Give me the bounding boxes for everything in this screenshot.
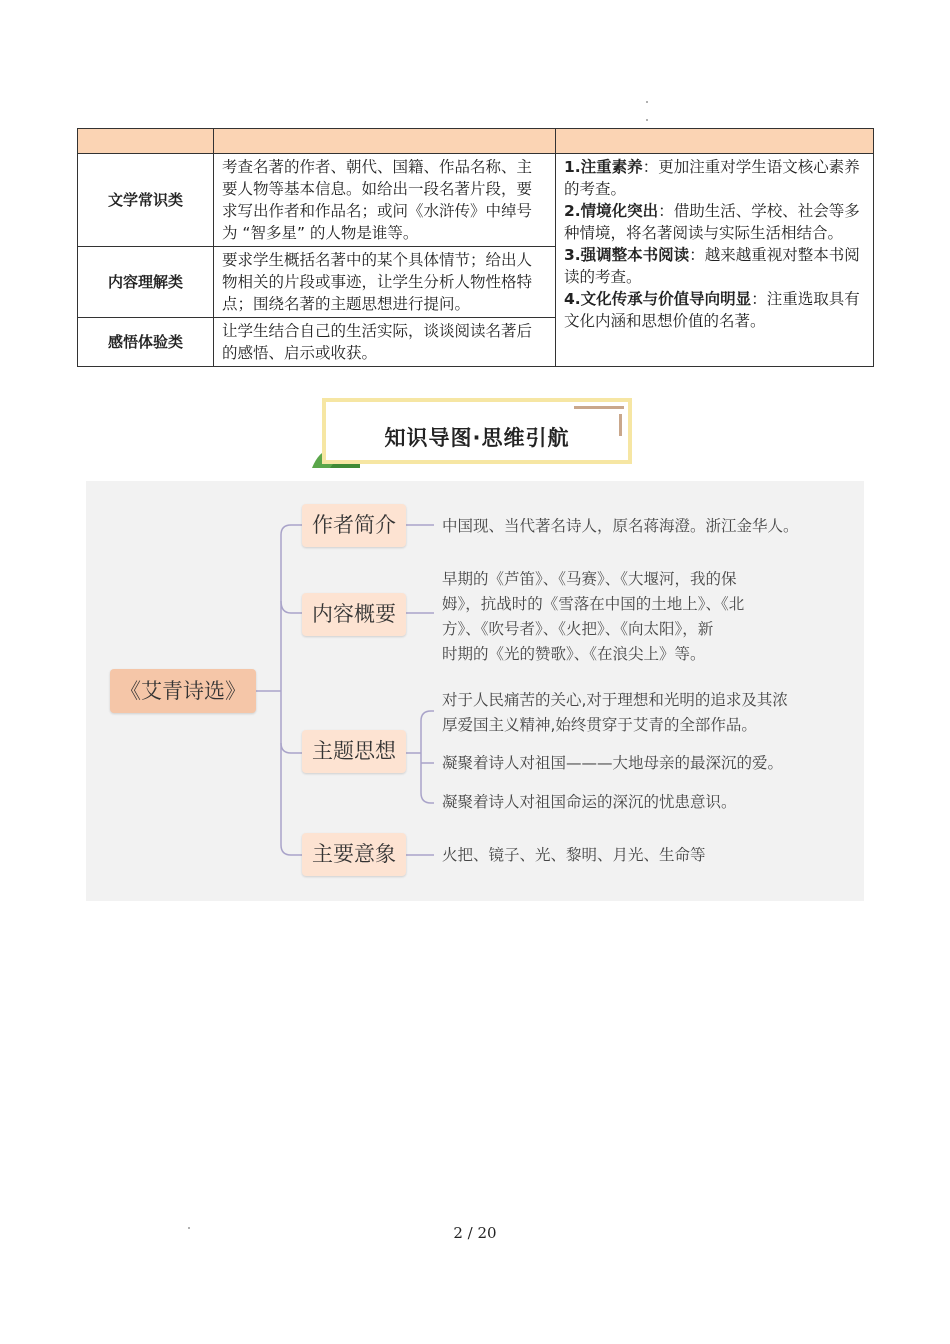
trend-item: 4.文化传承与价值导向明显：注重选取具有文化内涵和思想价值的名著。 xyxy=(564,290,860,330)
category-cell: 内容理解类 xyxy=(78,247,214,318)
leaf-text: 中国现、当代著名诗人，原名蒋海澄。浙江金华人。 xyxy=(442,517,799,535)
banner-decoration xyxy=(574,406,624,409)
category-cell: 文学常识类 xyxy=(78,154,214,247)
mind-map-root: 《艾青诗选》 xyxy=(110,669,256,713)
decorative-dot xyxy=(646,101,648,103)
description-cell: 考查名著的作者、朝代、国籍、作品名称、主要人物等基本信息。如给出一段名著片段，要求写出作者和作品名；或问《水浒传》中绰号为 “智多星” 的人物是谁等。 xyxy=(214,154,556,247)
trend-cell xyxy=(556,154,874,367)
branch-author-intro: 作者简介 xyxy=(302,504,406,547)
branch-imagery: 主要意象 xyxy=(302,833,406,876)
leaf-text: 方》、《吹号者》、《火把》、《向太阳》，新 xyxy=(442,620,714,638)
leaf-text: 凝聚着诗人对祖国命运的深沉的忧患意识。 xyxy=(442,793,737,811)
leaf-text: 对于人民痛苦的关心,对于理想和光明的追求及其浓 xyxy=(442,691,788,709)
table-header-cell xyxy=(78,129,214,154)
branch-theme: 主题思想 xyxy=(302,730,406,773)
description-cell: 让学生结合自己的生活实际，谈谈阅读名著后的感悟、启示或收获。 xyxy=(214,318,556,367)
description-cell: 要求学生概括名著中的某个具体情节；给出人物相关的片段或事迹，让学生分析人物性格特点；围绕名著的主题思想进行提问。 xyxy=(214,247,556,318)
table-header-row xyxy=(78,129,874,154)
leaf-text: 早期的《芦笛》、《马赛》、《大堰河，我的保 xyxy=(442,570,737,588)
trend-item: 3.强调整本书阅读：越来越重视对整本书阅读的考查。 xyxy=(564,246,860,286)
trend-item: 1.注重素养：更加注重对学生语文核心素养的考查。 xyxy=(564,158,860,198)
leaf-text: 姆》，抗战时的《雪落在中国的土地上》、《北 xyxy=(442,595,745,613)
table-header-cell xyxy=(214,129,556,154)
leaf-text: 凝聚着诗人对祖国———大地母亲的最深沉的爱。 xyxy=(442,754,784,772)
banner-decoration xyxy=(619,414,622,436)
table-row xyxy=(78,154,874,247)
branch-content-summary: 内容概要 xyxy=(302,593,406,636)
decorative-dot xyxy=(646,119,648,121)
leaf-text: 火把、镜子、光、黎明、月光、生命等 xyxy=(442,846,706,864)
trend-item: 2.情境化突出：借助生活、学校、社会等多种情境，将名著阅读与实际生活相结合。 xyxy=(564,202,860,242)
leaf-text: 时期的《光的赞歌》、《在浪尖上》等。 xyxy=(442,645,706,663)
page-number: 2 / 20 xyxy=(453,1224,497,1242)
exam-type-table xyxy=(77,128,874,367)
category-cell: 感悟体验类 xyxy=(78,318,214,367)
table-header-cell xyxy=(556,129,874,154)
leaf-text: 厚爱国主义精神,始终贯穿于艾青的全部作品。 xyxy=(442,716,757,734)
mind-map xyxy=(86,481,864,901)
banner-title: 知识导图·思维引航 xyxy=(384,426,570,450)
